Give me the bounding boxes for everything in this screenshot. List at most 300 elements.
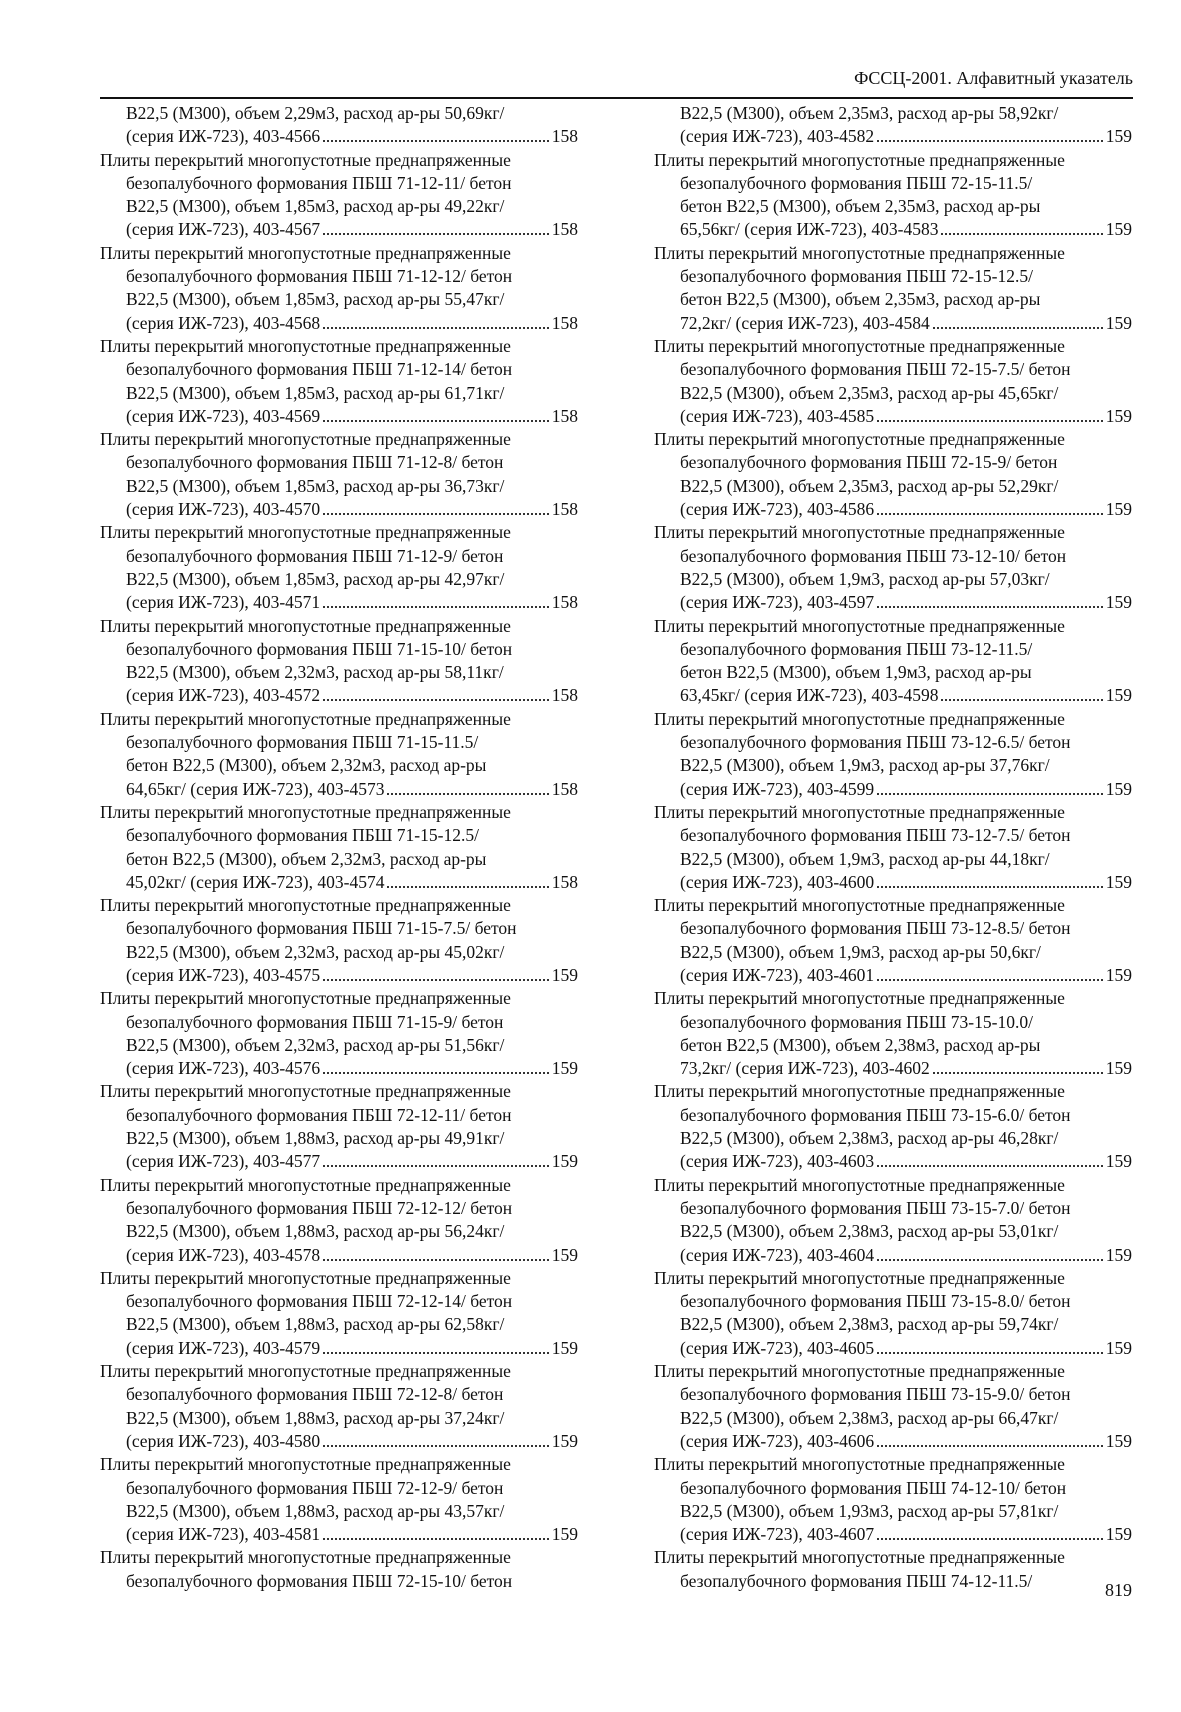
dot-leader xyxy=(877,1337,1103,1354)
index-entry xyxy=(100,1080,578,1173)
entry-text: безопалубочного формования ПБШ 73-12-6.5/ бетон xyxy=(680,732,1071,753)
index-entry-line xyxy=(654,242,1132,265)
index-entry-line xyxy=(100,312,578,335)
dot-leader xyxy=(323,218,549,235)
entry-page-ref: 159 xyxy=(551,1244,578,1265)
entry-text: Плиты перекрытий многопустотные преднапряженные xyxy=(654,242,1065,263)
index-entry-line xyxy=(100,1104,578,1127)
index-entry-line xyxy=(654,335,1132,358)
entry-text: Плиты перекрытий многопустотные преднапряженные xyxy=(654,149,1065,170)
entry-page-ref: 158 xyxy=(551,778,578,799)
entry-text: безопалубочного формования ПБШ 71-12-14/ бетон xyxy=(126,359,513,380)
index-entry-line xyxy=(654,591,1132,614)
entry-text: (серия ИЖ-723), 403-4605 xyxy=(680,1337,875,1358)
index-entry xyxy=(654,521,1132,614)
index-entry-line xyxy=(100,638,578,661)
entry-text: Плиты перекрытий многопустотные преднапряженные xyxy=(100,1081,511,1102)
entry-text: безопалубочного формования ПБШ 71-15-9/ бетон xyxy=(126,1011,504,1032)
entry-text: Плиты перекрытий многопустотные преднапряженные xyxy=(100,1267,511,1288)
index-entry-line xyxy=(654,1174,1132,1197)
index-entry-line xyxy=(100,451,578,474)
index-entry-line xyxy=(654,1011,1132,1034)
index-entry-line xyxy=(654,1127,1132,1150)
index-entry xyxy=(654,1453,1132,1546)
entry-text: безопалубочного формования ПБШ 72-12-12/ бетон xyxy=(126,1197,513,1218)
entry-text: бетон В22,5 (М300), объем 2,32м3, расход ар-ры xyxy=(126,755,487,776)
index-entry xyxy=(100,1546,578,1593)
entry-text: безопалубочного формования ПБШ 71-12-9/ бетон xyxy=(126,545,504,566)
entry-page-ref: 159 xyxy=(1105,685,1132,706)
index-entry-line xyxy=(654,428,1132,451)
index-entry-line xyxy=(100,917,578,940)
entry-page-ref: 158 xyxy=(551,219,578,240)
entry-text: В22,5 (М300), объем 2,29м3, расход ар-ры 50,69кг/ xyxy=(126,103,505,123)
entry-text: безопалубочного формования ПБШ 71-12-8/ бетон xyxy=(126,452,504,473)
entry-text: В22,5 (М300), объем 1,85м3, расход ар-ры 49,22кг/ xyxy=(126,196,505,217)
index-entry-line xyxy=(100,521,578,544)
entry-text: В22,5 (М300), объем 2,38м3, расход ар-ры 66,47кг/ xyxy=(680,1407,1059,1428)
index-entry-line xyxy=(654,1383,1132,1406)
index-entry-line xyxy=(100,428,578,451)
entry-text: В22,5 (М300), объем 1,88м3, расход ар-ры 56,24кг/ xyxy=(126,1221,505,1242)
entry-text: В22,5 (М300), объем 1,85м3, расход ар-ры 36,73кг/ xyxy=(126,475,505,496)
entry-text: В22,5 (М300), объем 1,85м3, расход ар-ры 42,97кг/ xyxy=(126,568,505,589)
entry-page-ref: 159 xyxy=(551,1430,578,1451)
index-entry-line xyxy=(100,265,578,288)
index-entry-line xyxy=(100,754,578,777)
entry-text: В22,5 (М300), объем 1,85м3, расход ар-ры 55,47кг/ xyxy=(126,289,505,310)
index-entry xyxy=(100,894,578,987)
index-entry-line xyxy=(654,964,1132,987)
index-entry-line xyxy=(100,778,578,801)
entry-text: (серия ИЖ-723), 403-4571 xyxy=(126,592,321,613)
index-entry-line xyxy=(654,1057,1132,1080)
index-entry-line xyxy=(654,1267,1132,1290)
index-entry-line xyxy=(100,591,578,614)
index-entry xyxy=(100,335,578,428)
index-entry xyxy=(654,428,1132,521)
index-entry-line xyxy=(100,475,578,498)
entry-text: (серия ИЖ-723), 403-4568 xyxy=(126,312,321,333)
index-entry-line xyxy=(654,312,1132,335)
index-entry-line xyxy=(654,125,1132,148)
dot-leader xyxy=(323,498,549,515)
index-entry-line xyxy=(100,498,578,521)
index-entry-line xyxy=(100,102,578,125)
entry-text: (серия ИЖ-723), 403-4586 xyxy=(680,499,875,520)
entry-text: В22,5 (М300), объем 2,32м3, расход ар-ры 45,02кг/ xyxy=(126,941,505,962)
index-entry-line xyxy=(100,1150,578,1173)
entry-page-ref: 159 xyxy=(1105,778,1132,799)
index-entry-line xyxy=(654,824,1132,847)
entry-text: Плиты перекрытий многопустотные преднапряженные xyxy=(654,335,1065,356)
entry-text: (серия ИЖ-723), 403-4585 xyxy=(680,405,875,426)
entry-text: бетон В22,5 (М300), объем 2,38м3, расход ар-ры xyxy=(680,1034,1041,1055)
index-entry xyxy=(100,102,578,149)
entry-text: Плиты перекрытий многопустотные преднапряженные xyxy=(100,335,511,356)
dot-leader xyxy=(323,1057,549,1074)
entry-text: бетон В22,5 (М300), объем 2,35м3, расход ар-ры xyxy=(680,196,1041,217)
entry-text: (серия ИЖ-723), 403-4572 xyxy=(126,685,321,706)
index-entry-line xyxy=(100,941,578,964)
entry-text: 63,45кг/ (серия ИЖ-723), 403-4598 xyxy=(680,685,939,706)
entry-text: безопалубочного формования ПБШ 72-12-14/ бетон xyxy=(126,1291,513,1312)
index-entry-line xyxy=(100,1244,578,1267)
index-entry-line xyxy=(100,382,578,405)
entry-text: безопалубочного формования ПБШ 71-15-10/ бетон xyxy=(126,638,513,659)
index-entry-line xyxy=(654,778,1132,801)
index-entry-line xyxy=(100,1383,578,1406)
entry-page-ref: 159 xyxy=(1105,964,1132,985)
index-entry-line xyxy=(100,149,578,172)
entry-text: (серия ИЖ-723), 403-4566 xyxy=(126,126,321,147)
entry-text: безопалубочного формования ПБШ 73-15-9.0/ бетон xyxy=(680,1384,1071,1405)
entry-text: безопалубочного формования ПБШ 73-12-7.5/ бетон xyxy=(680,825,1071,846)
index-entry xyxy=(100,987,578,1080)
dot-leader xyxy=(877,1244,1103,1261)
entry-text: В22,5 (М300), объем 1,93м3, расход ар-ры 57,81кг/ xyxy=(680,1500,1059,1521)
index-entry xyxy=(654,615,1132,708)
index-entry-line xyxy=(100,731,578,754)
index-entry xyxy=(654,102,1132,149)
entry-text: В22,5 (М300), объем 1,88м3, расход ар-ры 62,58кг/ xyxy=(126,1314,505,1335)
entry-text: В22,5 (М300), объем 1,9м3, расход ар-ры 50,6кг/ xyxy=(680,941,1041,962)
entry-text: Плиты перекрытий многопустотные преднапряженные xyxy=(100,1174,511,1195)
index-entry-line xyxy=(100,801,578,824)
entry-text: В22,5 (М300), объем 2,32м3, расход ар-ры 51,56кг/ xyxy=(126,1034,505,1055)
index-entry-line xyxy=(654,661,1132,684)
entry-text: В22,5 (М300), объем 2,38м3, расход ар-ры 53,01кг/ xyxy=(680,1221,1059,1242)
index-entry-line xyxy=(100,1546,578,1569)
index-entry-line xyxy=(100,1057,578,1080)
index-entry-line xyxy=(654,684,1132,707)
entry-text: Плиты перекрытий многопустотные преднапряженные xyxy=(100,615,511,636)
index-entry-line xyxy=(654,1104,1132,1127)
entry-text: В22,5 (М300), объем 2,38м3, расход ар-ры 59,74кг/ xyxy=(680,1314,1059,1335)
index-entry-line xyxy=(100,1290,578,1313)
index-entry-line xyxy=(654,941,1132,964)
dot-leader xyxy=(877,1430,1103,1447)
dot-leader xyxy=(877,591,1103,608)
entry-page-ref: 158 xyxy=(551,499,578,520)
index-entry-line xyxy=(100,1174,578,1197)
entry-text: безопалубочного формования ПБШ 71-12-12/ бетон xyxy=(126,266,513,287)
index-entry-line xyxy=(654,615,1132,638)
entry-text: (серия ИЖ-723), 403-4597 xyxy=(680,592,875,613)
entry-text: В22,5 (М300), объем 1,9м3, расход ар-ры 57,03кг/ xyxy=(680,568,1050,589)
entry-text: В22,5 (М300), объем 2,35м3, расход ар-ры 45,65кг/ xyxy=(680,382,1059,403)
index-entry-line xyxy=(100,568,578,591)
index-entry-line xyxy=(100,218,578,241)
entry-text: Плиты перекрытий многопустотные преднапряженные xyxy=(100,1454,511,1475)
index-entry-line xyxy=(654,1453,1132,1476)
entry-page-ref: 158 xyxy=(551,405,578,426)
entry-text: (серия ИЖ-723), 403-4570 xyxy=(126,499,321,520)
index-entry xyxy=(654,1360,1132,1453)
entry-text: Плиты перекрытий многопустотные преднапряженные xyxy=(100,242,511,263)
dot-leader xyxy=(323,591,549,608)
entry-text: 65,56кг/ (серия ИЖ-723), 403-4583 xyxy=(680,219,939,240)
entry-page-ref: 158 xyxy=(551,685,578,706)
index-entry-line xyxy=(654,1360,1132,1383)
dot-leader xyxy=(323,684,549,701)
index-entry-line xyxy=(100,824,578,847)
index-entry-line xyxy=(100,964,578,987)
entry-page-ref: 159 xyxy=(1105,592,1132,613)
index-entry-line xyxy=(654,405,1132,428)
index-entry-line xyxy=(100,1360,578,1383)
index-entry-line xyxy=(100,1430,578,1453)
index-entry-line xyxy=(654,1337,1132,1360)
index-entry-line xyxy=(654,1150,1132,1173)
entry-text: Плиты перекрытий многопустотные преднапряженные xyxy=(100,895,511,916)
entry-text: Плиты перекрытий многопустотные преднапряженные xyxy=(100,1361,511,1382)
index-entry-line xyxy=(654,1407,1132,1430)
index-entry xyxy=(654,1080,1132,1173)
entry-text: (серия ИЖ-723), 403-4578 xyxy=(126,1244,321,1265)
entry-page-ref: 159 xyxy=(1105,405,1132,426)
entry-text: бетон В22,5 (М300), объем 2,35м3, расход ар-ры xyxy=(680,289,1041,310)
entry-page-ref: 159 xyxy=(1105,312,1132,333)
entry-page-ref: 159 xyxy=(1105,1430,1132,1451)
index-entry-line xyxy=(654,1546,1132,1569)
index-entry-line xyxy=(654,638,1132,661)
entry-text: (серия ИЖ-723), 403-4576 xyxy=(126,1058,321,1079)
index-entry-line xyxy=(654,871,1132,894)
index-column-right xyxy=(654,102,1132,1593)
entry-page-ref: 159 xyxy=(1105,1337,1132,1358)
index-entry-line xyxy=(654,1430,1132,1453)
index-entry-line xyxy=(654,1313,1132,1336)
index-entry-line xyxy=(654,1244,1132,1267)
index-entry xyxy=(654,1267,1132,1360)
entry-text: (серия ИЖ-723), 403-4582 xyxy=(680,126,875,147)
entry-text: (серия ИЖ-723), 403-4575 xyxy=(126,964,321,985)
index-entry-line xyxy=(654,382,1132,405)
index-entry-line xyxy=(654,848,1132,871)
index-entry-line xyxy=(100,1313,578,1336)
entry-text: безопалубочного формования ПБШ 72-15-11.5/ xyxy=(680,172,1033,193)
entry-text: безопалубочного формования ПБШ 72-15-7.5/ бетон xyxy=(680,359,1071,380)
index-entry-line xyxy=(654,1034,1132,1057)
index-entry-line xyxy=(100,615,578,638)
index-entry xyxy=(654,801,1132,894)
index-entry-line xyxy=(100,125,578,148)
index-entry xyxy=(654,708,1132,801)
entry-text: (серия ИЖ-723), 403-4579 xyxy=(126,1337,321,1358)
entry-text: безопалубочного формования ПБШ 73-15-8.0/ бетон xyxy=(680,1291,1071,1312)
entry-text: В22,5 (М300), объем 2,32м3, расход ар-ры 58,11кг/ xyxy=(126,662,504,683)
index-entry-line xyxy=(100,1500,578,1523)
entry-text: (серия ИЖ-723), 403-4581 xyxy=(126,1524,321,1545)
entry-text: Плиты перекрытий многопустотные преднапряженные xyxy=(100,801,511,822)
entry-page-ref: 159 xyxy=(551,1337,578,1358)
entry-text: 64,65кг/ (серия ИЖ-723), 403-4573 xyxy=(126,778,385,799)
dot-leader xyxy=(877,125,1103,142)
entry-text: В22,5 (М300), объем 1,88м3, расход ар-ры 43,57кг/ xyxy=(126,1500,505,1521)
entry-text: Плиты перекрытий многопустотные преднапряженные xyxy=(100,522,511,543)
index-entry-line xyxy=(100,335,578,358)
dot-leader xyxy=(877,498,1103,515)
entry-text: 72,2кг/ (серия ИЖ-723), 403-4584 xyxy=(680,312,930,333)
entry-text: (серия ИЖ-723), 403-4569 xyxy=(126,405,321,426)
entry-page-ref: 159 xyxy=(1105,1151,1132,1172)
index-entry xyxy=(100,801,578,894)
index-entry xyxy=(100,242,578,335)
index-entry-line xyxy=(654,218,1132,241)
header-rule xyxy=(100,97,1133,99)
index-entry xyxy=(100,521,578,614)
index-entry-line xyxy=(654,265,1132,288)
index-entry xyxy=(654,242,1132,335)
index-entry-line xyxy=(654,288,1132,311)
index-entry-line xyxy=(654,195,1132,218)
dot-leader xyxy=(323,405,549,422)
index-entry xyxy=(100,615,578,708)
index-entry xyxy=(654,894,1132,987)
dot-leader xyxy=(323,1523,549,1540)
index-entry-line xyxy=(100,1267,578,1290)
index-entry-line xyxy=(654,568,1132,591)
entry-page-ref: 158 xyxy=(551,871,578,892)
entry-text: В22,5 (М300), объем 1,85м3, расход ар-ры 61,71кг/ xyxy=(126,382,505,403)
entry-text: безопалубочного формования ПБШ 72-15-10/ бетон xyxy=(126,1570,513,1591)
dot-leader xyxy=(877,405,1103,422)
dot-leader xyxy=(323,1244,549,1261)
entry-text: безопалубочного формования ПБШ 71-15-12.5/ xyxy=(126,825,479,846)
entry-page-ref: 159 xyxy=(1105,499,1132,520)
dot-leader xyxy=(323,1430,549,1447)
entry-text: Плиты перекрытий многопустотные преднапряженные xyxy=(100,988,511,1009)
entry-text: безопалубочного формования ПБШ 71-12-11/ бетон xyxy=(126,172,512,193)
index-entry-line xyxy=(654,1197,1132,1220)
index-entry-line xyxy=(100,172,578,195)
entry-text: Плиты перекрытий многопустотные преднапряженные xyxy=(100,429,511,450)
entry-text: Плиты перекрытий многопустотные преднапряженные xyxy=(654,522,1065,543)
index-entry-line xyxy=(100,405,578,428)
entry-text: (серия ИЖ-723), 403-4600 xyxy=(680,871,875,892)
entry-text: (серия ИЖ-723), 403-4567 xyxy=(126,219,321,240)
entry-page-ref: 159 xyxy=(1105,1058,1132,1079)
dot-leader xyxy=(933,1057,1103,1074)
index-entry-line xyxy=(654,1477,1132,1500)
index-entry-line xyxy=(654,1523,1132,1546)
entry-text: (серия ИЖ-723), 403-4601 xyxy=(680,964,875,985)
entry-text: (серия ИЖ-723), 403-4580 xyxy=(126,1430,321,1451)
entry-page-ref: 159 xyxy=(551,1058,578,1079)
index-entry xyxy=(100,428,578,521)
index-entry xyxy=(100,708,578,801)
entry-text: безопалубочного формования ПБШ 72-12-8/ бетон xyxy=(126,1384,504,1405)
entry-text: (серия ИЖ-723), 403-4607 xyxy=(680,1524,875,1545)
index-entry-line xyxy=(100,1453,578,1476)
index-entry-line xyxy=(100,1337,578,1360)
entry-text: Плиты перекрытий многопустотные преднапряженные xyxy=(654,708,1065,729)
entry-text: (серия ИЖ-723), 403-4603 xyxy=(680,1151,875,1172)
page-number: 819 xyxy=(1105,1580,1132,1600)
dot-leader xyxy=(877,1150,1103,1167)
entry-text: Плиты перекрытий многопустотные преднапряженные xyxy=(654,895,1065,916)
dot-leader xyxy=(323,125,549,142)
index-entry-line xyxy=(100,1407,578,1430)
index-entry-line xyxy=(654,358,1132,381)
entry-text: безопалубочного формования ПБШ 72-15-12.5/ xyxy=(680,266,1033,287)
index-entry-line xyxy=(654,894,1132,917)
index-entry xyxy=(654,1174,1132,1267)
dot-leader xyxy=(941,684,1102,701)
entry-text: (серия ИЖ-723), 403-4606 xyxy=(680,1430,875,1451)
index-entry-line xyxy=(100,987,578,1010)
dot-leader xyxy=(323,1337,549,1354)
index-entry-line xyxy=(100,358,578,381)
dot-leader xyxy=(877,871,1103,888)
index-entry-line xyxy=(100,871,578,894)
running-header: ФССЦ-2001. Алфавитный указатель xyxy=(854,68,1133,88)
index-entry-line xyxy=(654,801,1132,824)
entry-text: безопалубочного формования ПБШ 73-12-10/ бетон xyxy=(680,545,1067,566)
entry-text: безопалубочного формования ПБШ 73-15-6.0/ бетон xyxy=(680,1104,1071,1125)
index-entry xyxy=(100,149,578,242)
index-entry-line xyxy=(654,475,1132,498)
entry-text: В22,5 (М300), объем 1,9м3, расход ар-ры 37,76кг/ xyxy=(680,755,1050,776)
index-entry-line xyxy=(100,1011,578,1034)
dot-leader xyxy=(877,964,1103,981)
index-entry xyxy=(100,1453,578,1546)
dot-leader xyxy=(933,312,1103,329)
index-entry-line xyxy=(654,498,1132,521)
entry-text: Плиты перекрытий многопустотные преднапряженные xyxy=(654,988,1065,1009)
entry-page-ref: 159 xyxy=(551,1524,578,1545)
dot-leader xyxy=(941,218,1102,235)
entry-page-ref: 159 xyxy=(1105,126,1132,147)
index-entry-line xyxy=(100,1570,578,1593)
entry-text: Плиты перекрытий многопустотные преднапряженные xyxy=(654,615,1065,636)
entry-text: Плиты перекрытий многопустотные преднапряженные xyxy=(654,801,1065,822)
index-entry-line xyxy=(654,987,1132,1010)
entry-text: 73,2кг/ (серия ИЖ-723), 403-4602 xyxy=(680,1058,930,1079)
index-entry-line xyxy=(100,894,578,917)
index-entry-line xyxy=(100,242,578,265)
index-entry xyxy=(100,1360,578,1453)
index-entry-line xyxy=(654,451,1132,474)
entry-page-ref: 159 xyxy=(551,1151,578,1172)
entry-text: безопалубочного формования ПБШ 72-12-9/ бетон xyxy=(126,1477,504,1498)
dot-leader xyxy=(877,778,1103,795)
entry-text: бетон В22,5 (М300), объем 1,9м3, расход ар-ры xyxy=(680,662,1032,683)
index-entry-line xyxy=(100,661,578,684)
entry-text: безопалубочного формования ПБШ 71-15-11.5/ xyxy=(126,732,479,753)
dot-leader xyxy=(877,1523,1103,1540)
index-entry-line xyxy=(654,708,1132,731)
dot-leader xyxy=(323,312,549,329)
entry-text: безопалубочного формования ПБШ 73-12-11.5/ xyxy=(680,638,1033,659)
index-entry-line xyxy=(654,1500,1132,1523)
index-entry-line xyxy=(654,172,1132,195)
entry-page-ref: 159 xyxy=(1105,871,1132,892)
index-entry-line xyxy=(100,1197,578,1220)
entry-text: безопалубочного формования ПБШ 74-12-11.5/ xyxy=(680,1570,1033,1591)
index-entry-line xyxy=(654,917,1132,940)
index-entry-line xyxy=(100,684,578,707)
entry-text: Плиты перекрытий многопустотные преднапряженные xyxy=(654,1547,1065,1568)
entry-text: безопалубочного формования ПБШ 71-15-7.5/ бетон xyxy=(126,918,517,939)
entry-text: Плиты перекрытий многопустотные преднапряженные xyxy=(100,149,511,170)
entry-page-ref: 158 xyxy=(551,592,578,613)
entry-text: безопалубочного формования ПБШ 72-15-9/ бетон xyxy=(680,452,1058,473)
index-entry-line xyxy=(100,288,578,311)
index-entry-line xyxy=(100,1523,578,1546)
index-entry xyxy=(100,1267,578,1360)
